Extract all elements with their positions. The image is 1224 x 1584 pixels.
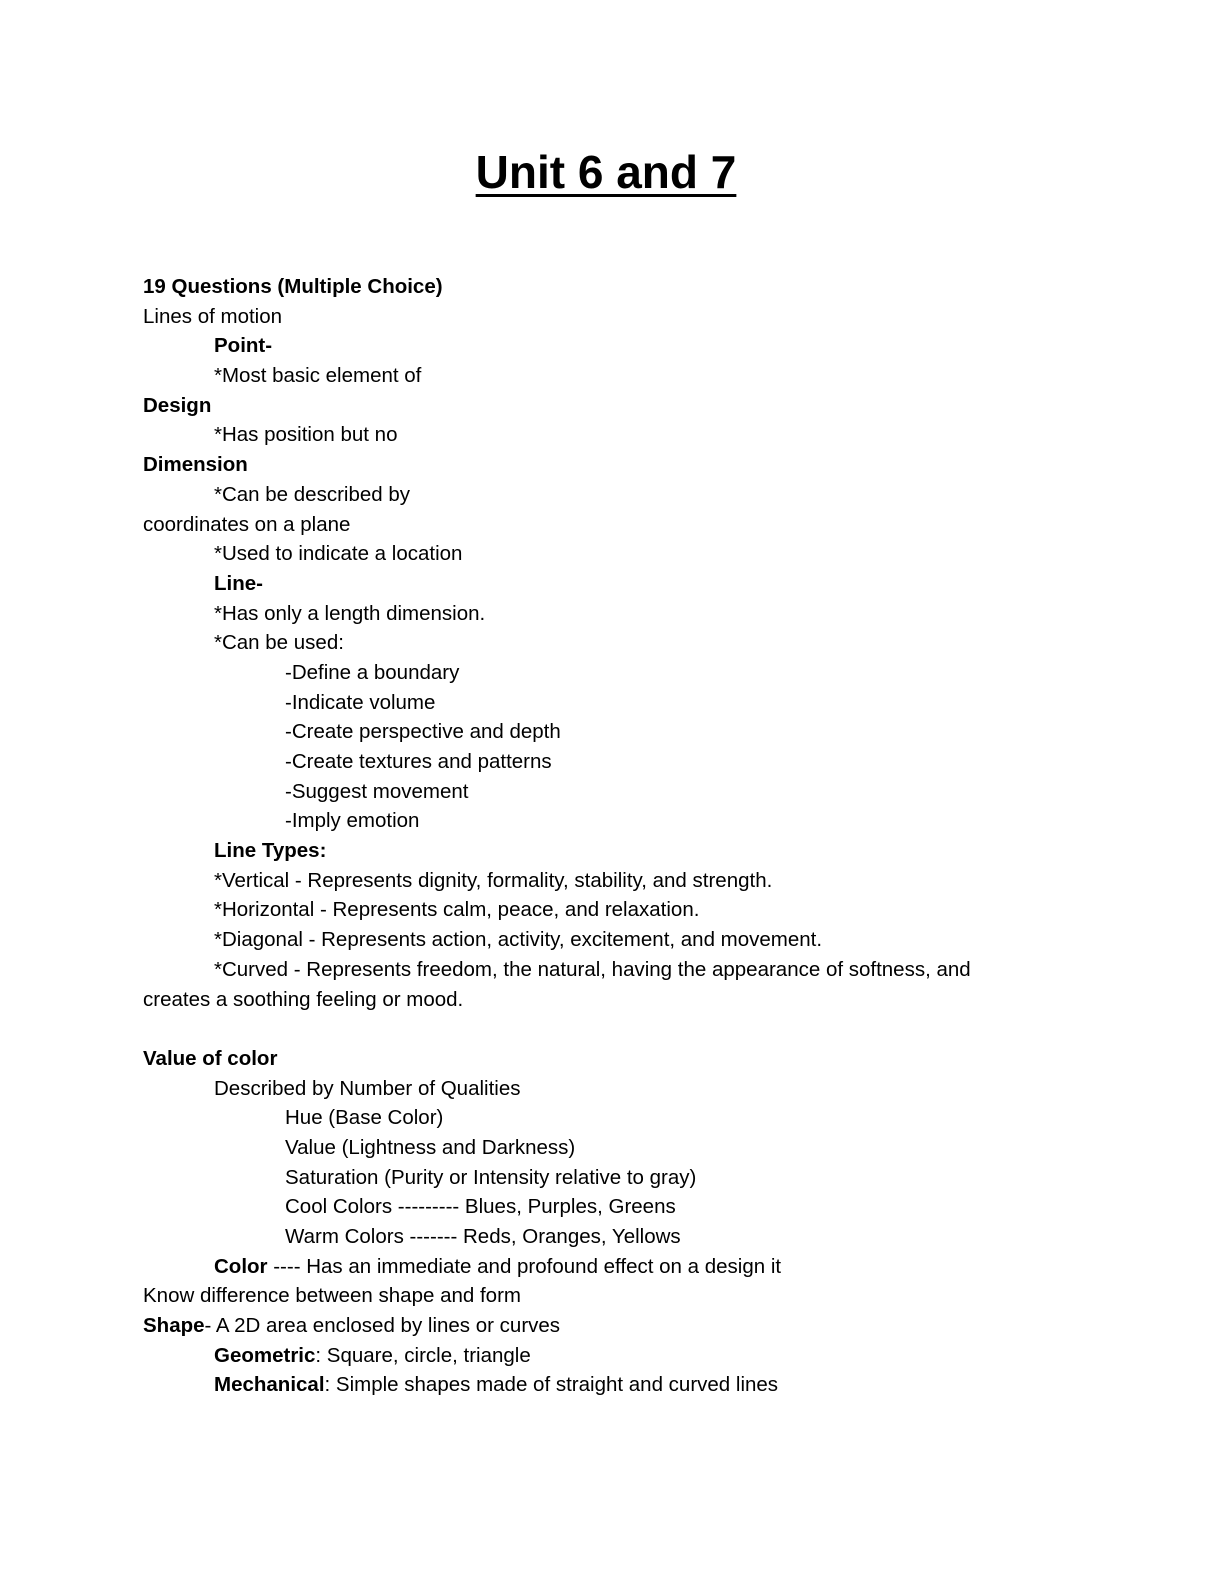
text-line (143, 1074, 1143, 1104)
line-text: Value (Lightness and Darkness) (285, 1135, 576, 1159)
line-text: Lines of motion (143, 304, 283, 328)
line-text: : Simple shapes made of straight and curved lines (324, 1373, 779, 1397)
text-line (143, 391, 1143, 421)
line-text: *Has only a length dimension. (214, 601, 486, 625)
line-text: ---- Has an immediate and profound effect on a design it (267, 1254, 782, 1278)
text-line (143, 866, 1143, 896)
text-line (143, 1014, 1143, 1044)
line-text: Hue (Base Color) (285, 1106, 444, 1130)
line-text: Saturation (Purity or Intensity relative to gray) (285, 1165, 697, 1189)
bold-term: Design (143, 393, 212, 417)
text-line (143, 599, 1143, 629)
line-text: -Suggest movement (285, 779, 469, 803)
text-line (143, 1192, 1143, 1222)
line-text: coordinates on a plane (143, 512, 351, 536)
text-line (143, 985, 1143, 1015)
bold-term: Shape (143, 1314, 205, 1338)
line-text: Know difference between shape and form (143, 1284, 521, 1308)
document-body (143, 272, 1143, 1400)
line-text: *Curved - Represents freedom, the natural, having the appearance of softness, and (214, 957, 971, 981)
text-line (143, 1133, 1143, 1163)
text-line (143, 1311, 1143, 1341)
text-line (143, 450, 1143, 480)
text-line (143, 895, 1143, 925)
line-text: *Used to indicate a location (214, 542, 463, 566)
text-line (143, 628, 1143, 658)
text-line (143, 302, 1143, 332)
line-text: *Can be used: (214, 631, 344, 655)
line-text: *Horizontal - Represents calm, peace, and relaxation. (214, 898, 700, 922)
text-line (143, 1163, 1143, 1193)
line-text: - A 2D area enclosed by lines or curves (204, 1314, 561, 1338)
bold-term: Geometric (214, 1343, 316, 1367)
text-line (143, 688, 1143, 718)
text-line (143, 1103, 1143, 1133)
text-line (143, 1341, 1143, 1371)
text-line (143, 1281, 1143, 1311)
line-text: *Most basic element of (214, 364, 422, 388)
line-text: *Has position but no (214, 423, 398, 447)
text-line (143, 777, 1143, 807)
text-line (143, 420, 1143, 450)
text-line (143, 925, 1143, 955)
text-line (143, 361, 1143, 391)
line-text: : Square, circle, triangle (315, 1343, 531, 1367)
text-line (143, 569, 1143, 599)
line-text: Warm Colors ------- Reds, Oranges, Yellows (285, 1225, 681, 1248)
text-line (143, 272, 1143, 302)
text-line (143, 1252, 1143, 1282)
line-text: *Diagonal - Represents action, activity, excitement, and movement. (214, 928, 823, 952)
bold-term: Color (214, 1254, 268, 1278)
text-line (143, 1044, 1143, 1074)
text-line (143, 1370, 1143, 1400)
text-line (143, 806, 1143, 836)
bold-term: Mechanical (214, 1373, 325, 1397)
text-line (143, 836, 1143, 866)
bold-term: Point- (214, 334, 273, 358)
text-line (143, 717, 1143, 747)
text-line (143, 510, 1143, 540)
text-line (143, 747, 1143, 777)
line-text: Described by Number of Qualities (214, 1076, 521, 1100)
text-line (143, 1222, 1143, 1252)
bold-term: Line- (214, 571, 263, 595)
bold-term: Dimension (143, 453, 248, 477)
bold-term: Line Types: (214, 839, 327, 863)
line-text: -Imply emotion (285, 809, 420, 833)
bold-term: Value of color (143, 1046, 278, 1070)
line-text: *Can be described by (214, 482, 411, 506)
line-text: -Indicate volume (285, 690, 436, 714)
text-line (143, 658, 1143, 688)
line-text: creates a soothing feeling or mood. (143, 987, 464, 1011)
bold-term: 19 Questions (Multiple Choice) (143, 275, 443, 298)
line-text: -Create perspective and depth (285, 720, 561, 744)
text-line (143, 480, 1143, 510)
line-text: -Define a boundary (285, 660, 460, 684)
text-line (143, 955, 1143, 985)
line-text: Cool Colors --------- Blues, Purples, Greens (285, 1195, 676, 1219)
text-line (143, 539, 1143, 569)
line-text: *Vertical - Represents dignity, formality, stability, and strength. (214, 868, 773, 892)
line-text: -Create textures and patterns (285, 750, 552, 773)
text-line (143, 331, 1143, 361)
page-title: Unit 6 and 7 (475, 146, 737, 198)
